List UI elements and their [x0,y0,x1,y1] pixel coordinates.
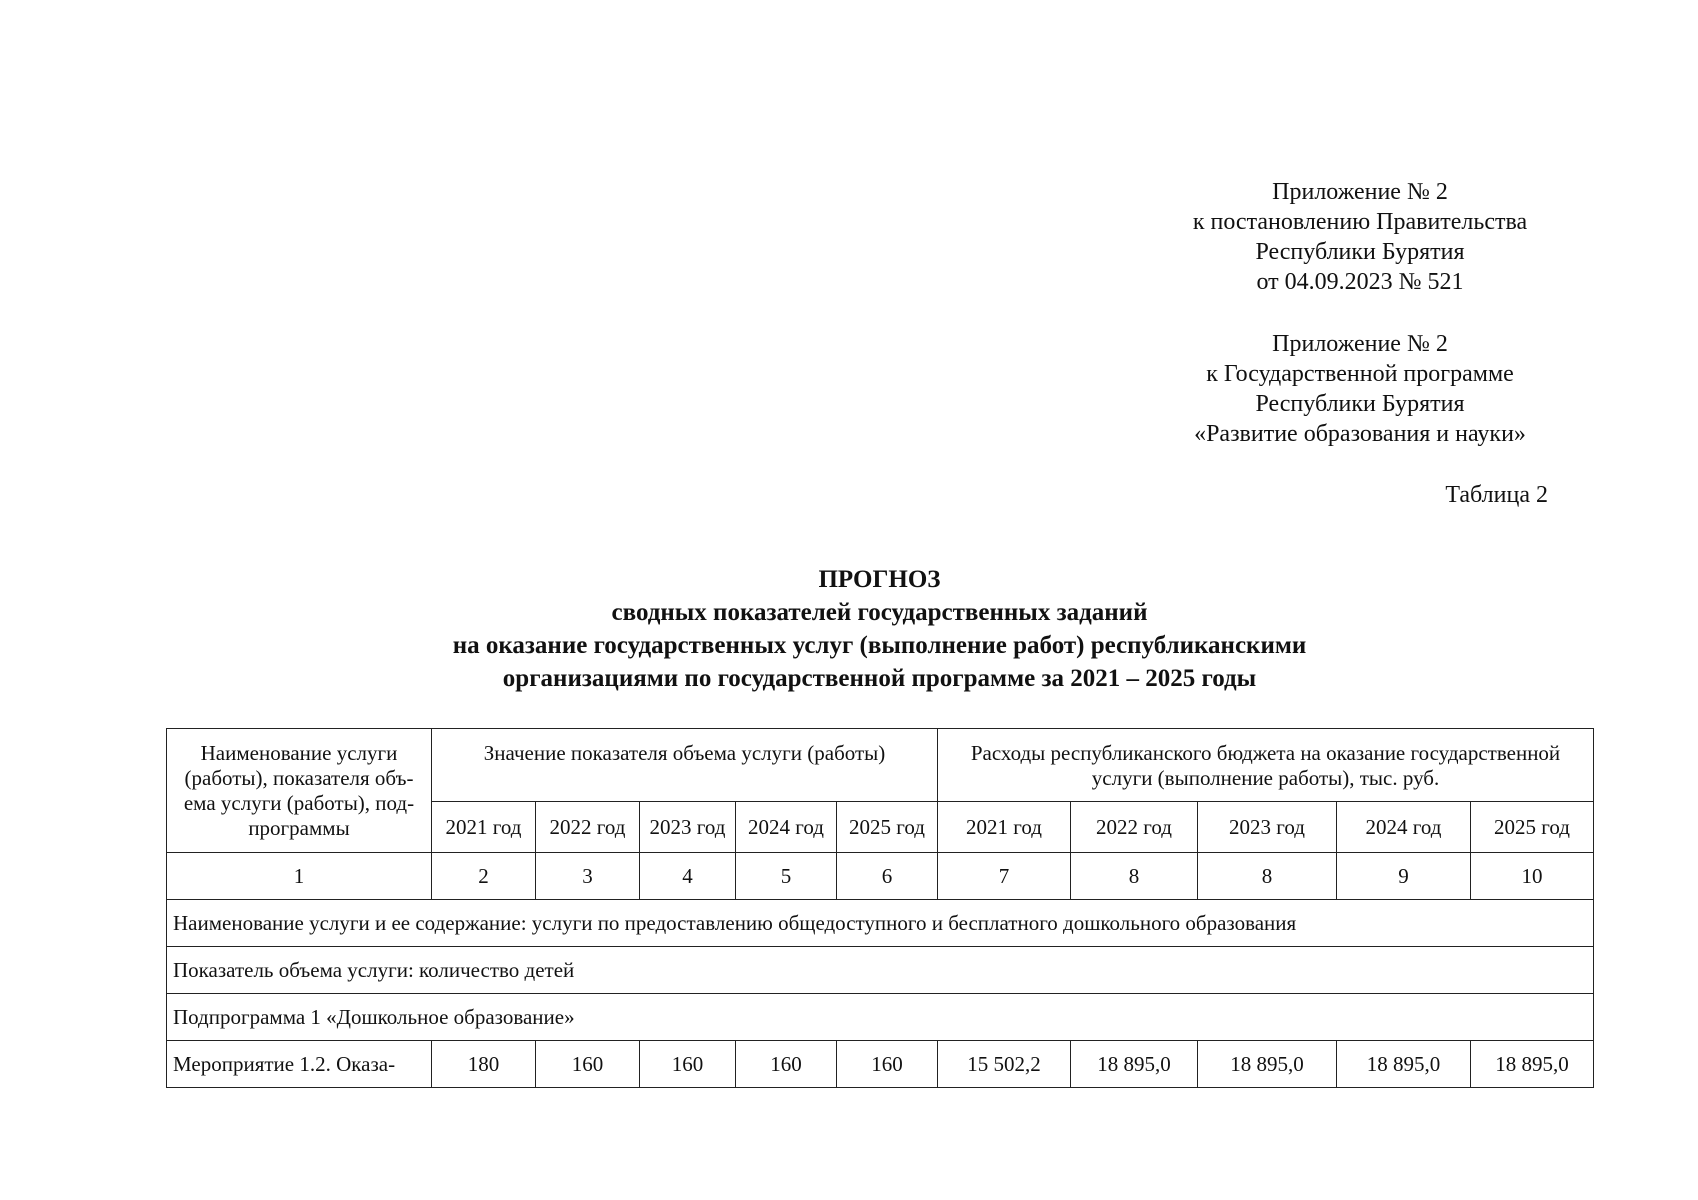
indicator-row [167,947,1594,994]
title-line1: ПРОГНОЗ [818,566,941,593]
year-header: 2021 год [938,802,1071,853]
service-name-cell: Наименование услуги и ее содержание: услуги по предоставлению общедоступного и бесплатного дошкольного образования [167,900,1594,947]
measure-value: 18 895,0 [1198,1041,1337,1088]
header-volume-group: Значение показателя объема услуги (работы) [432,729,938,802]
table-label: Таблица 2 [1445,482,1548,508]
title-line2: сводных показателей государственных заданий [611,599,1148,626]
measure-value: 160 [536,1041,640,1088]
measure-value: 160 [837,1041,938,1088]
column-number: 8 [1198,853,1337,900]
measure-value: 18 895,0 [1471,1041,1594,1088]
measure-value: 18 895,0 [1337,1041,1471,1088]
table-header-row [167,729,1594,802]
appendix-program-line1: Приложение № 2 [1272,331,1448,357]
year-header: 2025 год [1471,802,1594,853]
appendix-program-line3: Республики Бурятия [1255,391,1465,417]
measure-value: 160 [640,1041,736,1088]
column-number: 1 [167,853,432,900]
appendix-program-line2: к Государственной программе [1206,361,1514,387]
column-number: 9 [1337,853,1471,900]
appendix-decree-line4: от 04.09.2023 № 521 [1256,269,1464,295]
header-expenses-group: Расходы республиканского бюджета на оказание государственной услуги (выполнение работы), тыс. руб. [938,729,1594,802]
subprogram-row [167,994,1594,1041]
year-header: 2023 год [1198,802,1337,853]
appendix-decree-block [1170,177,1550,297]
year-header: 2024 год [1337,802,1471,853]
year-header: 2025 год [837,802,938,853]
measure-row [167,1041,1594,1088]
column-number: 6 [837,853,938,900]
column-number: 10 [1471,853,1594,900]
measure-value: 15 502,2 [938,1041,1071,1088]
year-header: 2021 год [432,802,536,853]
appendix-decree-line3: Республики Бурятия [1255,239,1465,265]
appendix-program-block [1170,329,1550,449]
subprogram-cell: Подпрограмма 1 «Дошкольное образование» [167,994,1594,1041]
measure-label: Мероприятие 1.2. Оказа- [167,1041,432,1088]
appendix-program-line4: «Развитие образования и науки» [1194,421,1526,447]
column-number: 5 [736,853,837,900]
column-number: 7 [938,853,1071,900]
document-title [166,563,1593,695]
year-header: 2023 год [640,802,736,853]
measure-value: 18 895,0 [1071,1041,1198,1088]
column-number: 4 [640,853,736,900]
column-numbers-row [167,853,1594,900]
year-header: 2024 год [736,802,837,853]
header-name-column: Наименование услуги (работы), показателя объ-ема услуги (работы), под-программы [167,729,432,853]
column-number: 2 [432,853,536,900]
title-line4: организациями по государственной программе за 2021 – 2025 годы [502,665,1257,692]
service-name-row [167,900,1594,947]
title-line3: на оказание государственных услуг (выполнение работ) республиканскими [452,632,1307,659]
measure-value: 180 [432,1041,536,1088]
column-number: 8 [1071,853,1198,900]
measure-value: 160 [736,1041,837,1088]
year-header: 2022 год [536,802,640,853]
appendix-decree-line1: Приложение № 2 [1272,179,1448,205]
appendix-decree-line2: к постановлению Правительства [1192,209,1528,235]
year-header: 2022 год [1071,802,1198,853]
forecast-table [166,728,1594,1088]
indicator-cell: Показатель объема услуги: количество детей [167,947,1594,994]
column-number: 3 [536,853,640,900]
